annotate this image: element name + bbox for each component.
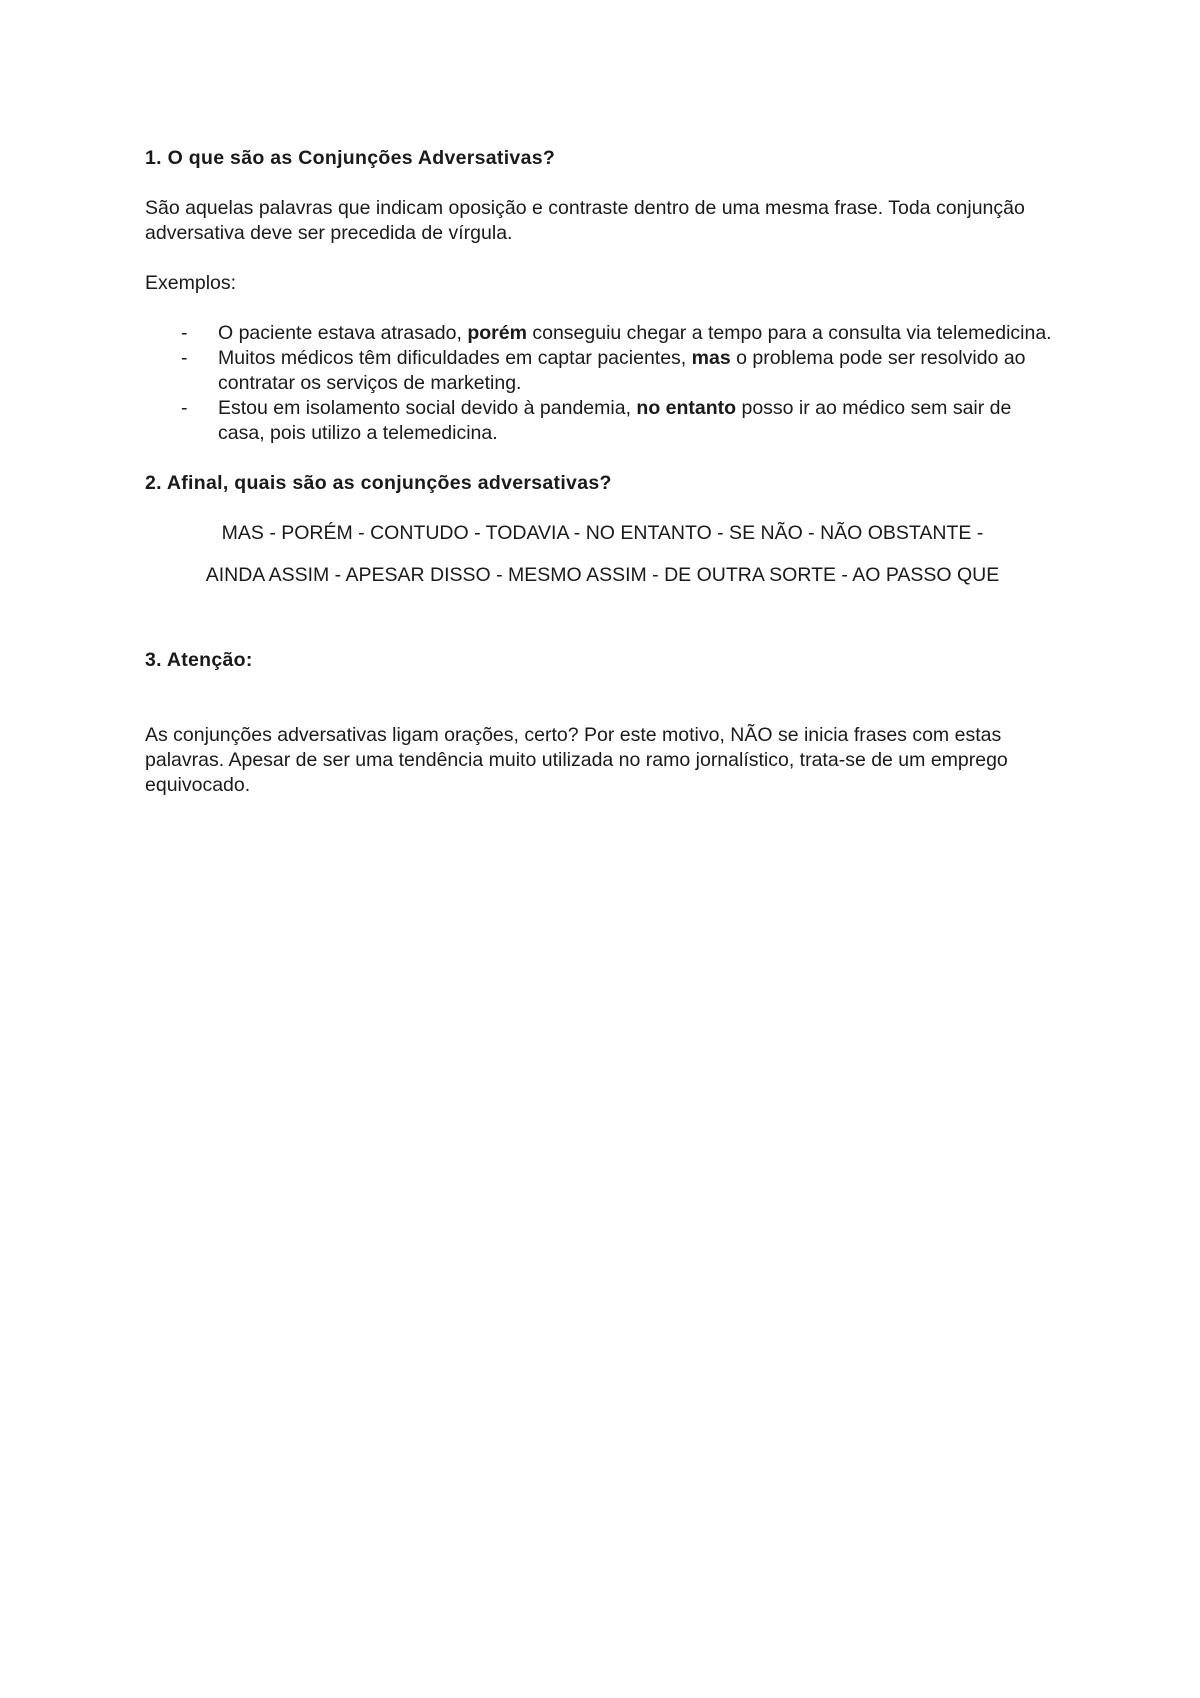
examples-label: Exemplos: [145, 272, 237, 294]
example-item [145, 321, 1060, 346]
list-dash: - [181, 322, 188, 344]
examples-list [145, 321, 1060, 446]
section-1-heading: 1. O que são as Conjunções Adversativas? [145, 147, 556, 169]
example-text: Muitos médicos têm dificuldades em captar pacientes, [218, 347, 692, 369]
list-dash: - [181, 347, 188, 369]
section-3-heading: 3. Atenção: [145, 649, 253, 671]
example-item [145, 346, 1060, 396]
example-conjunction: porém [467, 322, 527, 344]
document-body [145, 146, 1060, 798]
list-dash: - [181, 397, 188, 419]
section-3-text: As conjunções adversativas ligam orações, certo? Por este motivo, NÃO se inicia frases com estas palavras. Apesar de ser uma tendência muito utilizada no ramo jornalístico, trata-se de um emprego equivocado. [145, 724, 1008, 796]
example-conjunction: no entanto [636, 397, 737, 419]
section-2-heading: 2. Afinal, quais são as conjunções adversativas? [145, 472, 612, 494]
example-text: conseguiu chegar a tempo para a consulta via telemedicina. [526, 322, 1052, 344]
example-text: Estou em isolamento social devido à pandemia, [218, 397, 637, 419]
example-text: O paciente estava atrasado, [218, 322, 468, 344]
example-text: posso ir ao médico sem sair de casa, pois utilizo a telemedicina. [218, 397, 1012, 444]
example-item [145, 396, 1060, 446]
example-text: o problema pode ser resolvido ao contratar os serviços de marketing. [218, 347, 1026, 394]
conjunctions-line-1: MAS - PORÉM - CONTUDO - TODAVIA - NO ENTANTO - SE NÃO - NÃO OBSTANTE - [221, 522, 984, 544]
example-conjunction: mas [691, 347, 731, 369]
section-1-intro: São aquelas palavras que indicam oposição e contraste dentro de uma mesma frase. Toda conjunção adversativa deve ser precedida de vírgula. [145, 197, 1025, 244]
conjunctions-line-2: AINDA ASSIM - APESAR DISSO - MESMO ASSIM - DE OUTRA SORTE - AO PASSO QUE [205, 564, 1000, 586]
